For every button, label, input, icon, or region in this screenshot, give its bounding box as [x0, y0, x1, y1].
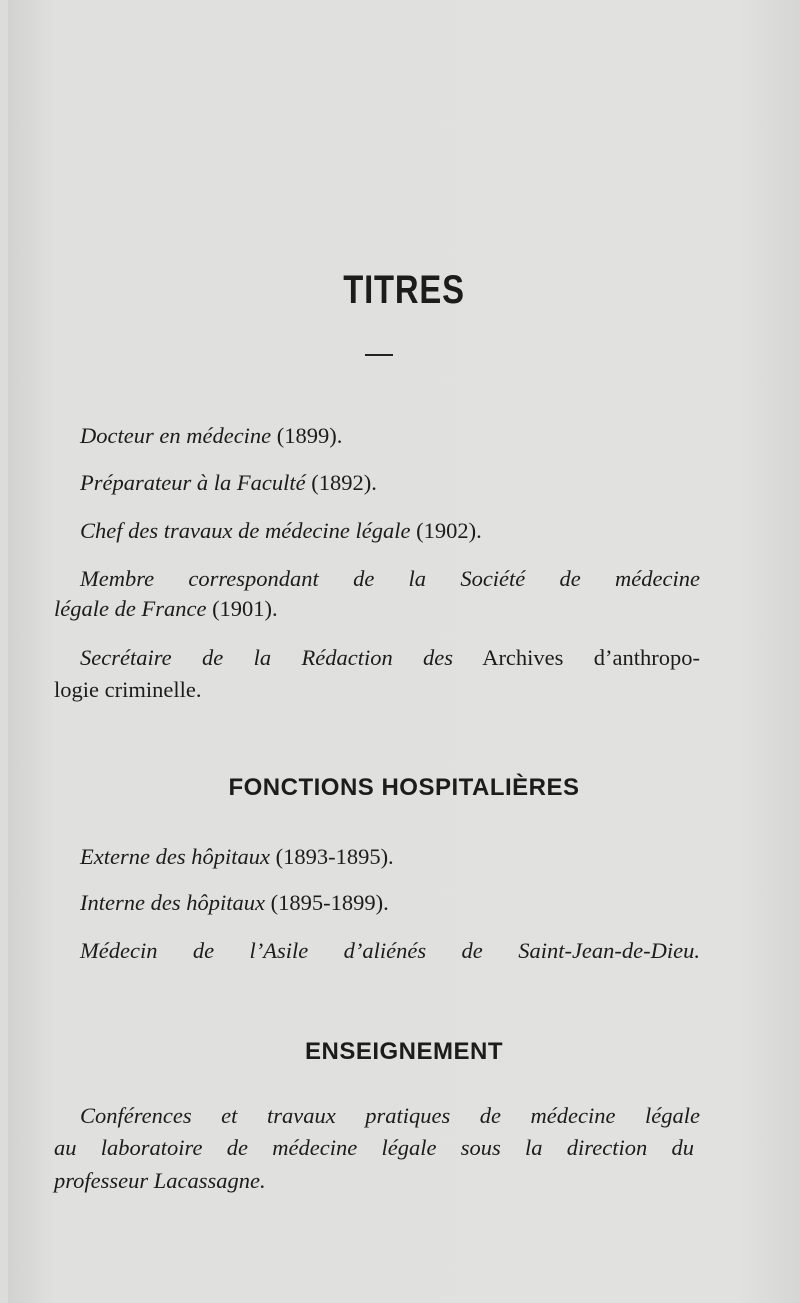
- enseignement-line-2: au laboratoire de médecine légale sous la direction du: [54, 1135, 694, 1160]
- titre-2-text: Préparateur à la Faculté: [80, 470, 306, 495]
- fonction-2-years: (1895-1899).: [264, 890, 389, 915]
- enseignement-line-3: professeur Lacassagne.: [54, 1168, 266, 1193]
- titre-line-3: [80, 518, 482, 544]
- titre-3-year: (1902).: [410, 518, 482, 543]
- titre-line-6: [80, 645, 700, 671]
- titre-line-7: logie criminelle.: [54, 677, 202, 702]
- enseignement-line-1: Conférences et travaux pratiques de médecine légale: [80, 1103, 700, 1128]
- fonction-2-text: Interne des hôpitaux: [80, 890, 265, 915]
- titre-line-5: [54, 596, 278, 622]
- titre-3-text: Chef des travaux de médecine légale: [80, 518, 411, 543]
- titre-2-year: (1892).: [305, 470, 377, 495]
- fonction-1-years: (1893-1895).: [269, 844, 394, 869]
- page-title: TITRES: [343, 268, 465, 312]
- title-rule: [365, 354, 393, 356]
- titre-1-year: (1899).: [271, 423, 343, 448]
- titre-6-text: Secrétaire de la Rédaction des: [80, 645, 454, 670]
- section-heading-enseignement: ENSEIGNEMENT: [304, 1038, 504, 1065]
- titre-6-journal: Archives d’anthropo-: [453, 645, 700, 670]
- fonction-1-text: Externe des hôpitaux: [80, 844, 270, 869]
- fonction-line-2: [80, 890, 389, 916]
- fonction-line-3: Médecin de l’Asile d’aliénés de Saint-Jean-de-Dieu.: [80, 938, 700, 963]
- titre-1-text: Docteur en médecine: [80, 423, 272, 448]
- titre-line-2: [80, 470, 377, 496]
- fonction-line-1: [80, 844, 394, 870]
- titre-line-1: [80, 423, 342, 449]
- titre-5-year: (1901).: [206, 596, 278, 621]
- titre-line-4: Membre correspondant de la Société de médecine: [80, 566, 700, 591]
- titre-5-text: légale de France: [54, 596, 207, 621]
- section-heading-fonctions: FONCTIONS HOSPITALIÈRES: [228, 774, 580, 801]
- book-page: [8, 0, 800, 1303]
